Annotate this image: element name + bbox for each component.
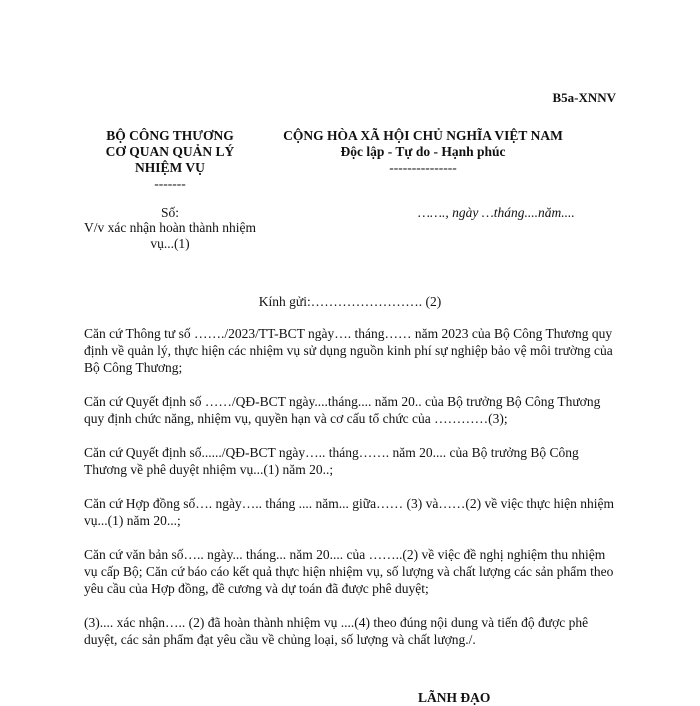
body-paragraph: Căn cứ Quyết định số....../QĐ-BCT ngày….. tháng……. năm 20.... của Bộ trưởng Bộ Công Thương về phê duyệt nhiệm vụ...(1) năm 20..; xyxy=(84,445,579,477)
agency-line-3: NHIỆM VỤ xyxy=(135,160,205,175)
motto: Độc lập - Tự do - Hạnh phúc xyxy=(340,144,506,159)
body-paragraph: (3).... xác nhận….. (2) đã hoàn thành nhiệm vụ ....(4) theo đúng nội dung và tiến độ được phê duyệt, các sản phẩm đạt yêu cầu về chủng loại, số lượng và chất lượng./. xyxy=(84,615,589,647)
form-code: B5a-XNNV xyxy=(552,90,616,105)
signer-title: LÃNH ĐẠO xyxy=(418,690,491,705)
agency-line-1: BỘ CÔNG THƯƠNG xyxy=(106,128,234,143)
national-header xyxy=(268,128,578,176)
motto-separator: --------------- xyxy=(389,160,457,175)
body-paragraph: Căn cứ Hợp đồng số…. ngày….. tháng .... năm... giữa…… (3) và……(2) về việc thực hiện nhiệm vụ...(1) năm 20...; xyxy=(84,496,614,528)
recipient-line: Kính gửi:……………………. (2) xyxy=(258,294,442,309)
document-subject: V/v xác nhận hoàn thành nhiệm vụ...(1) xyxy=(83,220,257,251)
agency-separator: ------- xyxy=(154,176,186,191)
body-paragraph: Căn cứ Thông tư số ……./2023/TT-BCT ngày…. tháng…… năm 2023 của Bộ Công Thương quy định về quản lý, thực hiện các nhiệm vụ sử dụng nguồn kinh phí sự nghiệp bảo vệ môi trường của Bộ Công Thương; xyxy=(84,326,613,375)
date-line: ……., ngày …tháng....năm.... xyxy=(418,205,575,220)
issuing-agency-header xyxy=(80,128,260,192)
body-paragraph: Căn cứ văn bản số….. ngày... tháng... năm 20.... của ……..(2) về việc đề nghị nghiệm thu nhiệm vụ cấp Bộ; Căn cứ báo cáo kết quả thực hiện nhiệm vụ, số lượng và chất lượng các sản phẩm theo yêu cầu của Hợp đồng, đề cương và dự toán đã được phê duyệt; xyxy=(84,547,614,596)
body-paragraph: Căn cứ Quyết định số ……/QĐ-BCT ngày....tháng.... năm 20.. của Bộ trưởng Bộ Công Thương quy định chức năng, nhiệm vụ, quyền hạn và cơ cấu tổ chức của …………(3); xyxy=(84,394,601,426)
document-number: Số: xyxy=(160,205,179,220)
agency-line-2: CƠ QUAN QUẢN LÝ xyxy=(105,144,235,159)
document-body xyxy=(84,325,616,665)
nation-title: CỘNG HÒA XÃ HỘI CHỦ NGHĨA VIỆT NAM xyxy=(283,128,563,143)
